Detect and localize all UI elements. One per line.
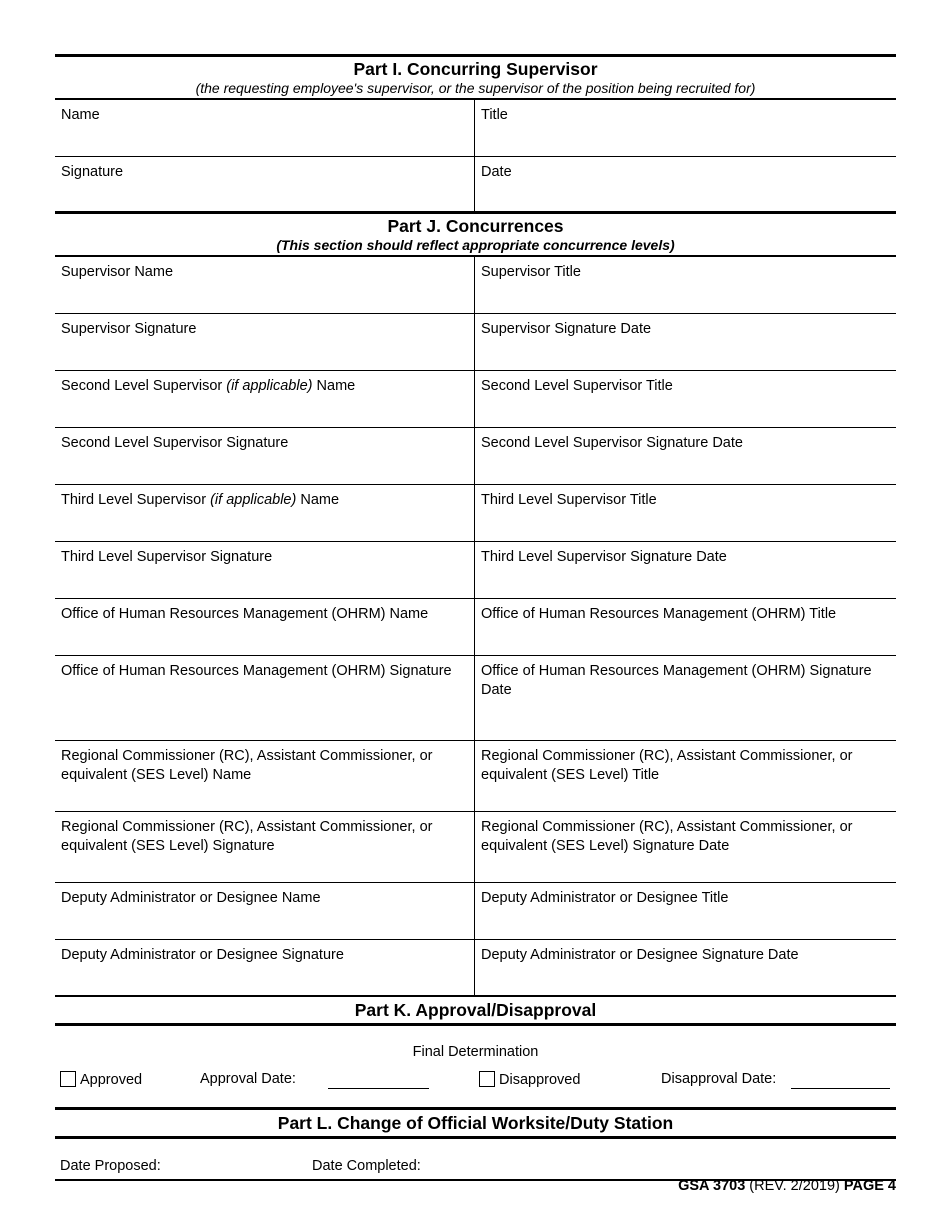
- concurrence-row: [55, 599, 896, 656]
- field-label: Supervisor Title: [481, 264, 581, 280]
- field-label: Second Level Supervisor: [61, 378, 227, 394]
- field-label: Regional Commissioner (RC), Assistant Commissioner, or equivalent (SES Level) Name: [61, 748, 433, 783]
- approval-date-label: Approval Date:: [200, 1071, 296, 1087]
- ohrm-signature-date-field[interactable]: [475, 656, 896, 740]
- field-label: Second Level Supervisor Signature: [61, 435, 289, 451]
- third-level-signature-field[interactable]: [55, 542, 475, 598]
- part-i-row: [55, 157, 896, 211]
- field-label: Regional Commissioner (RC), Assistant Commissioner, or equivalent (SES Level) Signature: [61, 819, 433, 854]
- field-label: Date: [481, 164, 512, 180]
- deputy-name-field[interactable]: [55, 883, 475, 939]
- disapproval-date-label: Disapproval Date:: [661, 1071, 777, 1087]
- approval-row: [55, 1060, 896, 1100]
- ohrm-name-field[interactable]: [55, 599, 475, 655]
- field-label: Regional Commissioner (RC), Assistant Commissioner, or equivalent (SES Level) Title: [481, 748, 853, 783]
- disapproved-checkbox[interactable]: [479, 1071, 495, 1087]
- ohrm-title-field[interactable]: [475, 599, 896, 655]
- part-l-title: Part L. Change of Official Worksite/Duty Station: [277, 1113, 674, 1133]
- ohrm-signature-field[interactable]: [55, 656, 475, 740]
- final-determination-label: Final Determination: [412, 1044, 539, 1060]
- part-j-header: [55, 214, 896, 255]
- field-label: Third Level Supervisor Signature Date: [481, 549, 727, 565]
- worksite-row: [55, 1139, 896, 1179]
- concurrence-row: [55, 485, 896, 542]
- concurrence-row: [55, 428, 896, 485]
- disapproved-label: Disapproved: [499, 1072, 581, 1088]
- disapproved-option[interactable]: [479, 1071, 580, 1088]
- field-label: Office of Human Resources Management (OHRM) Title: [481, 606, 837, 622]
- field-label: Third Level Supervisor Title: [481, 492, 657, 508]
- supervisor-name-field[interactable]: [55, 257, 475, 313]
- part-k-title: Part K. Approval/Disapproval: [354, 1000, 597, 1020]
- field-label: Third Level Supervisor Signature: [61, 549, 273, 565]
- concurrence-row: [55, 883, 896, 940]
- approved-checkbox[interactable]: [60, 1071, 76, 1087]
- approved-option[interactable]: [60, 1071, 142, 1088]
- rc-title-field[interactable]: [475, 741, 896, 811]
- approval-date-line[interactable]: [328, 1088, 429, 1089]
- third-level-name-field[interactable]: [55, 485, 475, 541]
- field-label: Deputy Administrator or Designee Name: [61, 890, 321, 906]
- field-label: Deputy Administrator or Designee Signature: [61, 947, 344, 963]
- deputy-signature-field[interactable]: [55, 940, 475, 995]
- part-i-header: [55, 57, 896, 98]
- concurrence-row: [55, 741, 896, 812]
- deputy-title-field[interactable]: [475, 883, 896, 939]
- field-label: Supervisor Name: [61, 264, 174, 280]
- signature-field[interactable]: [55, 157, 475, 211]
- third-level-signature-date-field[interactable]: [475, 542, 896, 598]
- supervisor-title-field[interactable]: [475, 257, 896, 313]
- second-level-name-field[interactable]: [55, 371, 475, 427]
- field-label: Supervisor Signature: [61, 321, 197, 337]
- concurrence-row: [55, 371, 896, 428]
- rc-signature-field[interactable]: [55, 812, 475, 882]
- concurrence-row: [55, 656, 896, 741]
- page-number: PAGE 4: [843, 1178, 896, 1194]
- field-label: Signature: [61, 164, 124, 180]
- concurrence-row: [55, 257, 896, 314]
- part-j-title: Part J. Concurrences: [387, 216, 564, 236]
- form-revision: (REV. 2/2019): [745, 1178, 844, 1194]
- field-label: Deputy Administrator or Designee Title: [481, 890, 729, 906]
- form-id: GSA 3703: [678, 1178, 746, 1194]
- field-label: Office of Human Resources Management (OHRM) Signature Date: [481, 663, 872, 698]
- field-label: Name: [61, 107, 100, 123]
- part-i-row: [55, 100, 896, 157]
- date-completed-label: Date Completed:: [312, 1158, 421, 1174]
- supervisor-signature-date-field[interactable]: [475, 314, 896, 370]
- field-label: Second Level Supervisor Signature Date: [481, 435, 743, 451]
- field-label: Office of Human Resources Management (OHRM) Signature: [61, 663, 452, 679]
- part-i-title: Part I. Concurring Supervisor: [353, 59, 598, 79]
- title-field[interactable]: [475, 100, 896, 156]
- form-footer: [678, 1178, 896, 1194]
- part-i-subtitle: (the requesting employee's supervisor, or the supervisor of the position being recruited for): [195, 80, 756, 96]
- rc-signature-date-field[interactable]: [475, 812, 896, 882]
- approved-label: Approved: [80, 1072, 143, 1088]
- part-j-subtitle: (This section should reflect appropriate concurrence levels): [276, 237, 675, 253]
- name-field[interactable]: [55, 100, 475, 156]
- field-label: Regional Commissioner (RC), Assistant Commissioner, or equivalent (SES Level) Signature Date: [481, 819, 853, 854]
- date-field[interactable]: [475, 157, 896, 211]
- field-label: Name: [312, 378, 356, 394]
- field-label: Office of Human Resources Management (OHRM) Name: [61, 606, 429, 622]
- field-label: Supervisor Signature Date: [481, 321, 652, 337]
- rc-name-field[interactable]: [55, 741, 475, 811]
- second-level-signature-date-field[interactable]: [475, 428, 896, 484]
- section-divider: [55, 1023, 896, 1026]
- supervisor-signature-field[interactable]: [55, 314, 475, 370]
- field-label: Second Level Supervisor Title: [481, 378, 673, 394]
- concurrence-row: [55, 940, 896, 995]
- concurrence-row: [55, 542, 896, 599]
- concurrence-row: [55, 812, 896, 883]
- field-label-note: (if applicable): [210, 492, 297, 508]
- deputy-signature-date-field[interactable]: [475, 940, 896, 995]
- second-level-title-field[interactable]: [475, 371, 896, 427]
- field-label: Deputy Administrator or Designee Signature Date: [481, 947, 799, 963]
- field-label: Title: [481, 107, 508, 123]
- form-page: [55, 54, 896, 1181]
- field-label: Third Level Supervisor: [61, 492, 211, 508]
- field-label-note: (if applicable): [226, 378, 313, 394]
- concurrence-row: [55, 314, 896, 371]
- field-label: Name: [296, 492, 340, 508]
- disapproval-date-line[interactable]: [791, 1088, 890, 1089]
- second-level-signature-field[interactable]: [55, 428, 475, 484]
- third-level-title-field[interactable]: [475, 485, 896, 541]
- date-proposed-label: Date Proposed:: [60, 1158, 161, 1174]
